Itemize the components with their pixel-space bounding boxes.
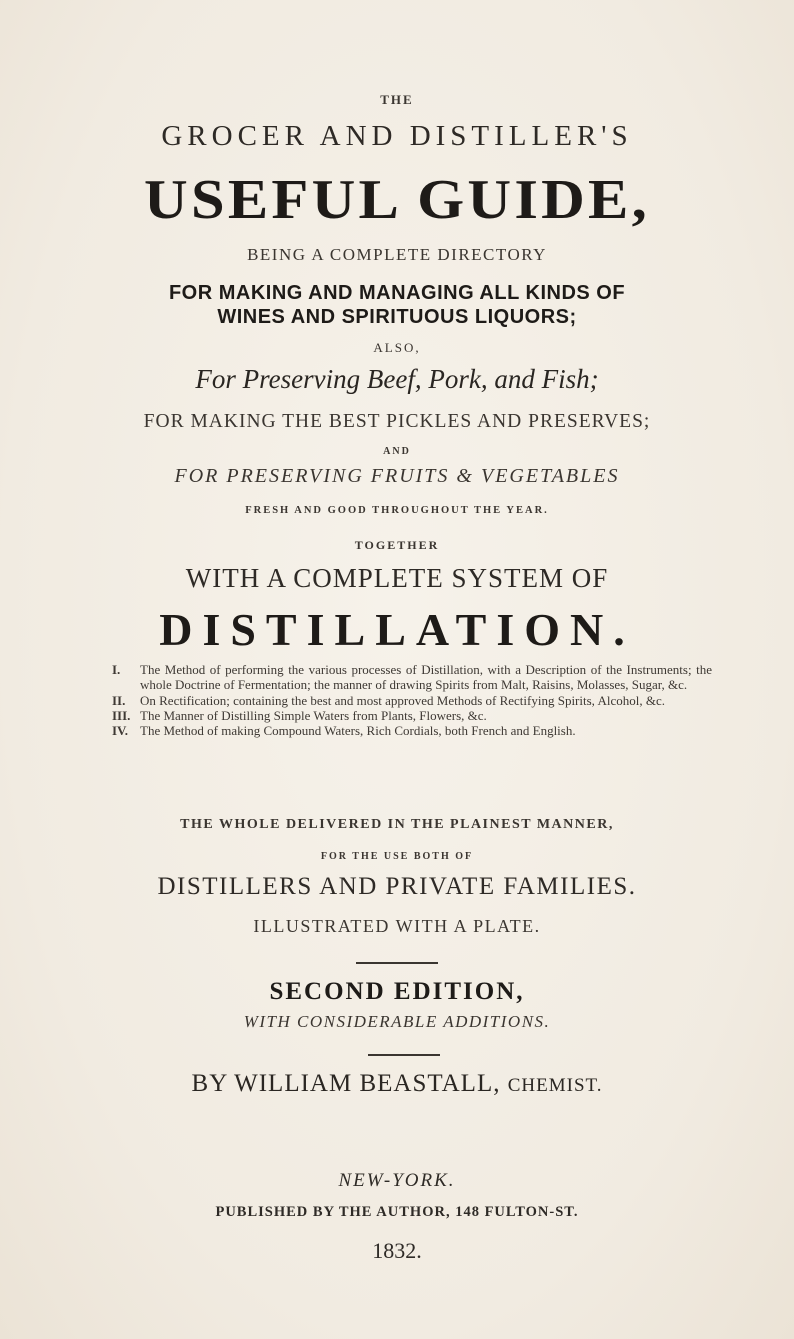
entry-text: On Rectification; containing the best and most approved Methods of Rectifying Spirits, Alcohol, &c.: [140, 692, 665, 708]
preserving-line: For Preserving Beef, Pork, and Fish;: [195, 364, 599, 394]
entry-number: II.: [112, 692, 126, 708]
entry-text: The Method of performing the various processes of Distillation, with a Description of the Instruments; the whole Doctrine of Fermentation; the manner of drawing Spirits from Malt, Raisins, Molasses, Sugar, &c.: [140, 662, 712, 693]
system-line: WITH A COMPLETE SYSTEM OF: [185, 563, 609, 593]
distillers-families-line: DISTILLERS AND PRIVATE FAMILIES.: [157, 873, 637, 900]
making-line-2: WINES AND SPIRITUOUS LIQUORS;: [217, 306, 577, 328]
fresh-line: FRESH AND GOOD THROUGHOUT THE YEAR.: [245, 505, 549, 516]
author-name: BY WILLIAM BEASTALL,: [191, 1070, 508, 1097]
contents-entry-2: [112, 693, 712, 708]
publication-year: 1832.: [372, 1238, 422, 1263]
for-the-use-line: FOR THE USE BOTH OF: [320, 851, 474, 862]
contents-entry-1: [112, 662, 712, 693]
entry-number: IV.: [112, 723, 129, 739]
entry-text: The Manner of Distilling Simple Waters from Plants, Flowers, &c.: [140, 707, 487, 723]
edition-line: SECOND EDITION,: [269, 978, 525, 1005]
author-title: CHEMIST.: [507, 1075, 603, 1096]
imprint-city: NEW-YORK.: [338, 1170, 456, 1191]
and-line: AND: [383, 446, 411, 457]
additions-line: WITH CONSIDERABLE ADDITIONS.: [243, 1012, 551, 1031]
author-line: [0, 1070, 794, 1098]
distillation-heading: DISTILLATION.: [159, 604, 635, 655]
together-line: TOGETHER: [354, 538, 440, 552]
contents-entry-3: [112, 708, 712, 723]
contents-list: [112, 662, 712, 738]
also-line: ALSO,: [373, 340, 421, 355]
pickles-line: FOR MAKING THE BEST PICKLES AND PRESERVES;: [143, 411, 651, 432]
the-line: THE: [380, 92, 414, 107]
divider-rule: [356, 962, 438, 964]
entry-number: I.: [112, 662, 121, 677]
whole-delivered-line: THE WHOLE DELIVERED IN THE PLAINEST MANNER,: [180, 817, 614, 832]
grocer-distiller-line: GROCER AND DISTILLER'S: [161, 120, 633, 152]
divider-rule: [368, 1054, 440, 1056]
illustrated-line: ILLUSTRATED WITH A PLATE.: [253, 916, 541, 936]
main-title: USEFUL GUIDE,: [144, 169, 650, 231]
publisher-line: PUBLISHED BY THE AUTHOR, 148 FULTON-ST.: [215, 1204, 579, 1220]
contents-entry-4: [112, 723, 712, 738]
entry-number: III.: [112, 707, 131, 723]
being-line: BEING A COMPLETE DIRECTORY: [247, 245, 547, 264]
fruits-line: FOR PRESERVING FRUITS & VEGETABLES: [174, 465, 620, 487]
entry-text: The Method of making Compound Waters, Rich Cordials, both French and English.: [140, 723, 576, 739]
making-line-1: FOR MAKING AND MANAGING ALL KINDS OF: [168, 282, 626, 304]
